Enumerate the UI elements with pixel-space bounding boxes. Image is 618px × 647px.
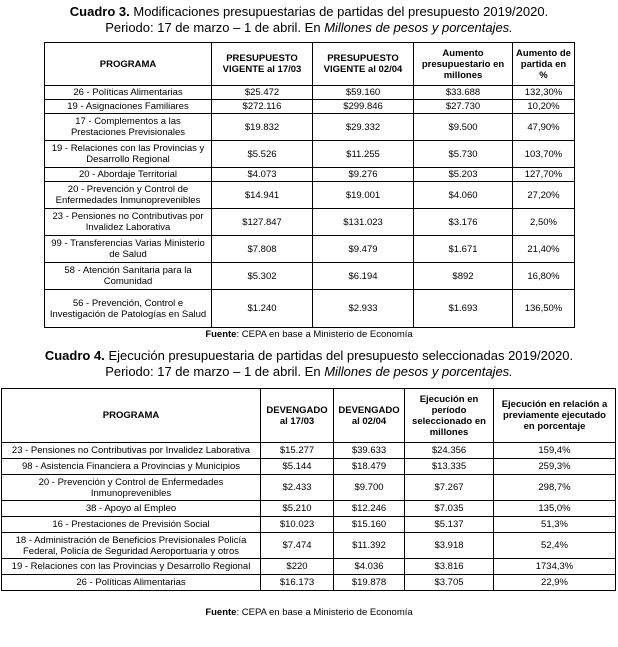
table-row (2, 533, 616, 559)
table-row (2, 459, 616, 475)
table4-caption-title: Ejecución presupuestaria de partidas del presupuesto seleccionadas 2019/2020. (108, 348, 574, 363)
table-cell-col-1: $16.173 (261, 575, 334, 591)
table-cell-col-2: $9.276 (313, 168, 414, 182)
table3-source-text: : CEPA en base a Ministerio de Economía (236, 329, 413, 340)
table-cell-programa: 26 - Políticas Alimentarias (2, 575, 261, 591)
table-cell-col-1: $5.210 (261, 501, 334, 517)
table4-header-programa: PROGRAMA (2, 389, 261, 443)
table3-header-vigente-0204: PRESUPUESTO VIGENTE al 02/04 (313, 43, 414, 86)
table4-caption-label: Cuadro 4. (44, 348, 105, 363)
table-cell-col-1: $220 (261, 559, 334, 575)
table-cell-col-2: $39.633 (334, 443, 405, 459)
table-cell-col-4: 136,50% (513, 290, 575, 328)
table-cell-col-2: $11.255 (313, 141, 414, 168)
table-cell-programa: 98 - Asistencia Financiera a Provincias y Municipios (2, 459, 261, 475)
table-cell-col-1: $5.302 (212, 263, 313, 290)
table-row (45, 209, 575, 236)
table-cell-programa: 20 - Abordaje Territorial (45, 168, 212, 182)
table-cell-col-4: 159,4% (494, 443, 616, 459)
table4-header-row (2, 389, 616, 443)
table-cell-col-1: $2.433 (261, 475, 334, 501)
table-cell-col-4: 1734,3% (494, 559, 616, 575)
table-cell-col-2: $131.023 (313, 209, 414, 236)
table-row (2, 517, 616, 533)
table-cell-col-1: $15.277 (261, 443, 334, 459)
table3 (44, 42, 575, 328)
table-cell-col-2: $15.160 (334, 517, 405, 533)
table3-period-units: Millones de pesos y porcentajes. (324, 20, 513, 35)
table-cell-col-2: $6.194 (313, 263, 414, 290)
table3-header-vigente-1703: PRESUPUESTO VIGENTE al 17/03 (212, 43, 313, 86)
table-cell-programa: 99 - Transferencias Varias Ministerio de Salud (45, 236, 212, 263)
table-cell-col-1: $1.240 (212, 290, 313, 328)
table4-source-text: : CEPA en base a Ministerio de Economía (236, 607, 413, 618)
table-cell-col-1: $5.144 (261, 459, 334, 475)
table-cell-col-4: 16,80% (513, 263, 575, 290)
table4-period-units: Millones de pesos y porcentajes. (324, 364, 513, 379)
table4-period-text: Periodo: 17 de marzo – 1 de abril. En (105, 364, 321, 379)
table-cell-programa: 19 - Relaciones con las Provincias y Desarrollo Regional (45, 141, 212, 168)
table-row (45, 263, 575, 290)
table-cell-col-4: 52,4% (494, 533, 616, 559)
table4-header-ejecucion-millones: Ejecución en período seleccionado en millones (405, 389, 494, 443)
table-cell-col-4: 2,50% (513, 209, 575, 236)
table-row (45, 290, 575, 328)
table-cell-col-2: $11.392 (334, 533, 405, 559)
table-row (45, 86, 575, 100)
table4-source (0, 607, 618, 618)
table4-header-ejecucion-pct: Ejecución en relación a previamente ejecutado en porcentaje (494, 389, 616, 443)
table-cell-col-2: $9.479 (313, 236, 414, 263)
table-cell-col-1: $127.847 (212, 209, 313, 236)
table-cell-col-4: 103,70% (513, 141, 575, 168)
table-cell-col-3: $5.730 (414, 141, 513, 168)
table4-caption (0, 348, 618, 364)
table3-caption-title: Modificaciones presupuestarias de partidas del presupuesto 2019/2020. (133, 4, 549, 19)
table-cell-col-4: 51,3% (494, 517, 616, 533)
table-cell-col-2: $299.846 (313, 100, 414, 114)
table-row (2, 575, 616, 591)
table-cell-programa: 58 - Atención Sanitaria para la Comunidad (45, 263, 212, 290)
table4-header-devengado-1703: DEVENGADO al 17/03 (261, 389, 334, 443)
table-cell-col-1: $10.023 (261, 517, 334, 533)
table3-header-aumento-pct: Aumento de partida en % (513, 43, 575, 86)
table-cell-col-2: $29.332 (313, 114, 414, 141)
table-cell-col-2: $19.878 (334, 575, 405, 591)
table3-caption (0, 4, 618, 20)
table-row (45, 182, 575, 209)
table-cell-col-1: $7.808 (212, 236, 313, 263)
table-cell-col-2: $12.246 (334, 501, 405, 517)
table-cell-col-3: $3.705 (405, 575, 494, 591)
table4 (1, 388, 616, 591)
table-cell-col-3: $7.267 (405, 475, 494, 501)
table-cell-col-1: $25.472 (212, 86, 313, 100)
table-cell-programa: 20 - Prevención y Control de Enfermedades Inmunoprevenibles (2, 475, 261, 501)
table-cell-col-1: $14.941 (212, 182, 313, 209)
table-cell-col-2: $9.700 (334, 475, 405, 501)
table4-header-devengado-0204: DEVENGADO al 02/04 (334, 389, 405, 443)
table-row (2, 475, 616, 501)
table-cell-col-4: 27,20% (513, 182, 575, 209)
table-cell-col-3: $892 (414, 263, 513, 290)
table-cell-col-3: $5.137 (405, 517, 494, 533)
table3-header-row (45, 43, 575, 86)
table-cell-col-3: $1.671 (414, 236, 513, 263)
table-row (2, 559, 616, 575)
table-cell-col-4: 259,3% (494, 459, 616, 475)
table-cell-col-1: $7.474 (261, 533, 334, 559)
table3-period (0, 20, 618, 36)
table-cell-programa: 19 - Asignaciones Familiares (45, 100, 212, 114)
table-cell-col-4: 298,7% (494, 475, 616, 501)
table-cell-programa: 18 - Administración de Beneficios Previsionales Policía Federal, Policía de Seguridad Aeroportuaria y otros (2, 533, 261, 559)
table-cell-col-3: $7.035 (405, 501, 494, 517)
table-cell-col-4: 21,40% (513, 236, 575, 263)
table3-source-label: Fuente (205, 329, 237, 340)
table-cell-col-3: $3.918 (405, 533, 494, 559)
table-cell-col-4: 132,30% (513, 86, 575, 100)
table-cell-programa: 19 - Relaciones con las Provincias y Desarrollo Regional (2, 559, 261, 575)
table3-period-text: Periodo: 17 de marzo – 1 de abril. En (105, 20, 321, 35)
table-row (45, 168, 575, 182)
table-cell-col-3: $1.693 (414, 290, 513, 328)
table3-caption-label: Cuadro 3. (69, 4, 130, 19)
table-cell-programa: 17 - Complementos a las Prestaciones Previsionales (45, 114, 212, 141)
table-cell-col-3: $9.500 (414, 114, 513, 141)
table-cell-col-4: 10,20% (513, 100, 575, 114)
table-row (45, 100, 575, 114)
table-row (45, 114, 575, 141)
table-cell-programa: 38 - Apoyo al Empleo (2, 501, 261, 517)
table4-body (2, 443, 616, 591)
table3-header-programa: PROGRAMA (45, 43, 212, 86)
table-cell-col-1: $272.116 (212, 100, 313, 114)
table-cell-col-4: 135,0% (494, 501, 616, 517)
table4-source-label: Fuente (205, 607, 237, 618)
table-cell-col-3: $13.335 (405, 459, 494, 475)
table-cell-col-3: $4.060 (414, 182, 513, 209)
table-cell-col-2: $4.036 (334, 559, 405, 575)
table-row (2, 443, 616, 459)
table-row (45, 236, 575, 263)
table-cell-col-2: $18.479 (334, 459, 405, 475)
table-cell-programa: 23 - Pensiones no Contributivas por Invalidez Laborativa (45, 209, 212, 236)
table-cell-programa: 26 - Políticas Alimentarias (45, 86, 212, 100)
table-cell-col-4: 127,70% (513, 168, 575, 182)
table-cell-col-2: $19.001 (313, 182, 414, 209)
table-cell-col-3: $5.203 (414, 168, 513, 182)
table-cell-programa: 20 - Prevención y Control de Enfermedades Inmunoprevenibles (45, 182, 212, 209)
table-cell-col-3: $27.730 (414, 100, 513, 114)
table-cell-col-2: $59.160 (313, 86, 414, 100)
table-cell-programa: 16 - Prestaciones de Previsión Social (2, 517, 261, 533)
table3-header-aumento-millones: Aumento presupuestario en millones (414, 43, 513, 86)
table-cell-col-1: $19.832 (212, 114, 313, 141)
table-cell-col-1: $4.073 (212, 168, 313, 182)
table-cell-col-3: $3.816 (405, 559, 494, 575)
table-cell-programa: 56 - Prevención, Control e Investigación de Patologías en Salud (45, 290, 212, 328)
table-cell-col-3: $24.356 (405, 443, 494, 459)
table-cell-programa: 23 - Pensiones no Contributivas por Invalidez Laborativa (2, 443, 261, 459)
table4-period (0, 364, 618, 380)
table3-body (45, 86, 575, 328)
table-cell-col-3: $3.176 (414, 209, 513, 236)
table-cell-col-4: 22,9% (494, 575, 616, 591)
table-row (45, 141, 575, 168)
table-cell-col-3: $33.688 (414, 86, 513, 100)
table-cell-col-1: $5.526 (212, 141, 313, 168)
table-row (2, 501, 616, 517)
table3-source (0, 329, 618, 340)
table-cell-col-4: 47,90% (513, 114, 575, 141)
table-cell-col-2: $2.933 (313, 290, 414, 328)
